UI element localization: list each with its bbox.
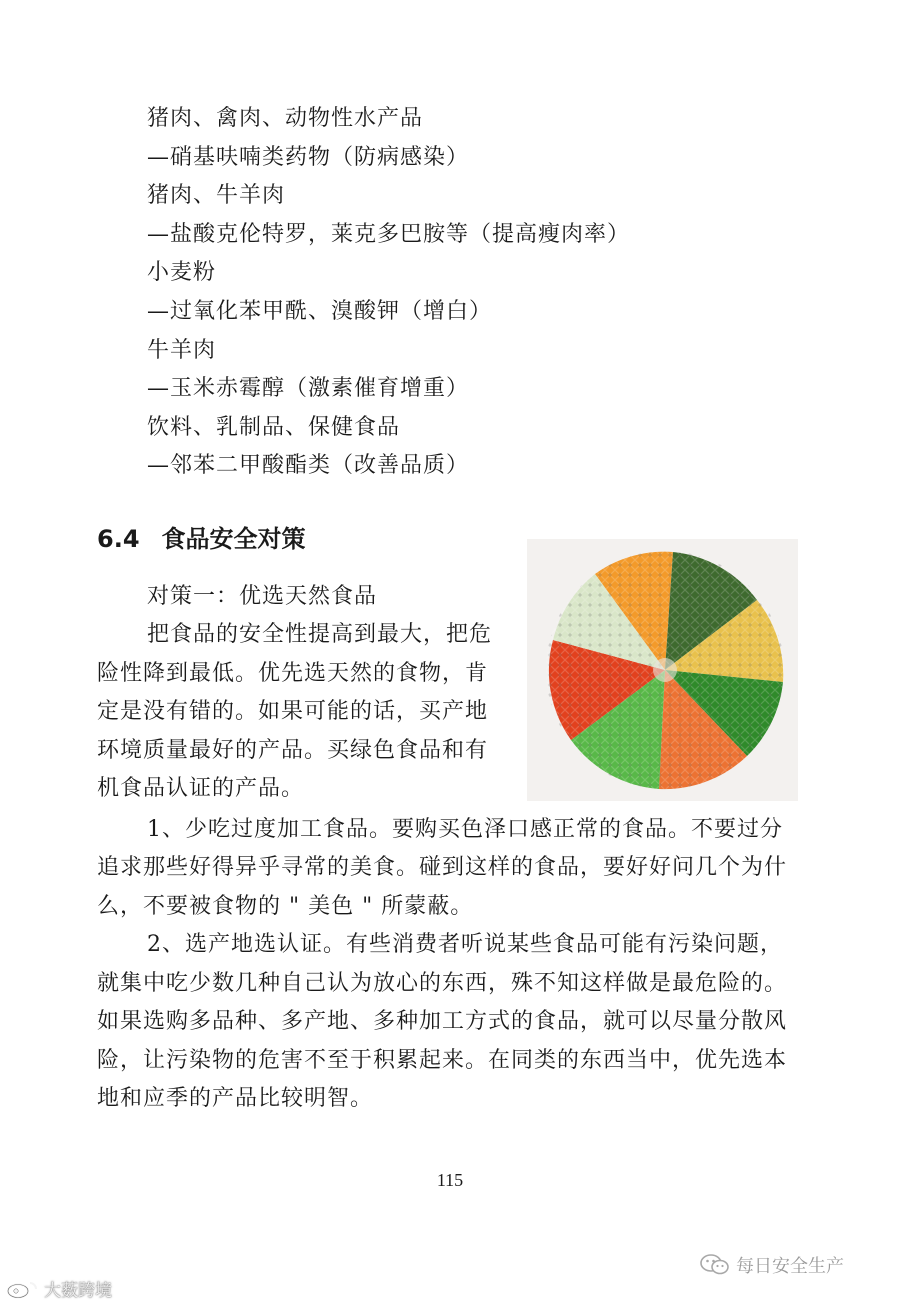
page-number: 115 <box>436 1170 464 1190</box>
para3-line-1: 2、选产地选认证。有些消费者听说某些食品可能有污染问题， <box>147 932 783 957</box>
list-line-9: 饮料、乳制品、保健食品 <box>147 415 401 440</box>
list-line-1: 猪肉、禽肉、动物性水产品 <box>147 106 424 131</box>
wechat-account-name: 每日安全生产 <box>736 1256 844 1277</box>
para1-line-2: 险性降到最低。优先选天然的食物，肯 <box>97 661 489 686</box>
para3-line-5: 地和应季的产品比较明智。 <box>97 1086 374 1111</box>
para3-line-2: 就集中吃少数几种自己认为放心的东西，殊不知这样做是最危险的。 <box>97 971 788 996</box>
list-line-6: —过氧化苯甲酰、溴酸钾（增白） <box>147 299 493 324</box>
wechat-watermark <box>700 1252 844 1278</box>
list-line-8: —玉米赤霉醇（激素催育增重） <box>147 376 470 401</box>
weibo-icon <box>6 1279 40 1299</box>
list-line-2: —硝基呋喃类药物（防病感染） <box>147 145 470 170</box>
wechat-icon <box>700 1254 730 1276</box>
list-line-7: 牛羊肉 <box>147 338 217 363</box>
section-title: 食品安全对策 <box>161 525 306 553</box>
diced-vegetables-wheel-image <box>527 539 798 801</box>
list-line-10: —邻苯二甲酸酯类（改善品质） <box>147 453 470 478</box>
para2-line-3: 么，不要被食物的 " 美色 " 所蒙蔽。 <box>97 894 474 919</box>
section-heading <box>97 522 306 556</box>
weibo-watermark <box>6 1276 112 1301</box>
para1-line-3: 定是没有错的。如果可能的话，买产地 <box>97 699 489 724</box>
para2-line-2: 追求那些好得异乎寻常的美食。碰到这样的食品，要好好问几个为什 <box>97 855 788 880</box>
para1-line-4: 环境质量最好的产品。买绿色食品和有 <box>97 738 489 763</box>
para2-line-1: 1、少吃过度加工食品。要购买色泽口感正常的食品。不要过分 <box>147 817 783 842</box>
para3-line-3: 如果选购多品种、多产地、多种加工方式的食品，就可以尽量分散风 <box>97 1009 788 1034</box>
weibo-account-name: 大薮跨境 <box>44 1281 112 1301</box>
strategy-title: 对策一：优选天然食品 <box>147 584 378 609</box>
para1-line-1: 把食品的安全性提高到最大，把危 <box>147 622 493 647</box>
list-line-4: —盐酸克伦特罗，莱克多巴胺等（提高瘦肉率） <box>147 222 631 247</box>
list-line-5: 小麦粉 <box>147 260 217 285</box>
para1-line-5: 机食品认证的产品。 <box>97 776 305 801</box>
section-number: 6.4 <box>97 525 140 553</box>
para3-line-4: 险，让污染物的危害不至于积累起来。在同类的东西当中，优先选本 <box>97 1048 788 1073</box>
list-line-3: 猪肉、牛羊肉 <box>147 183 286 208</box>
